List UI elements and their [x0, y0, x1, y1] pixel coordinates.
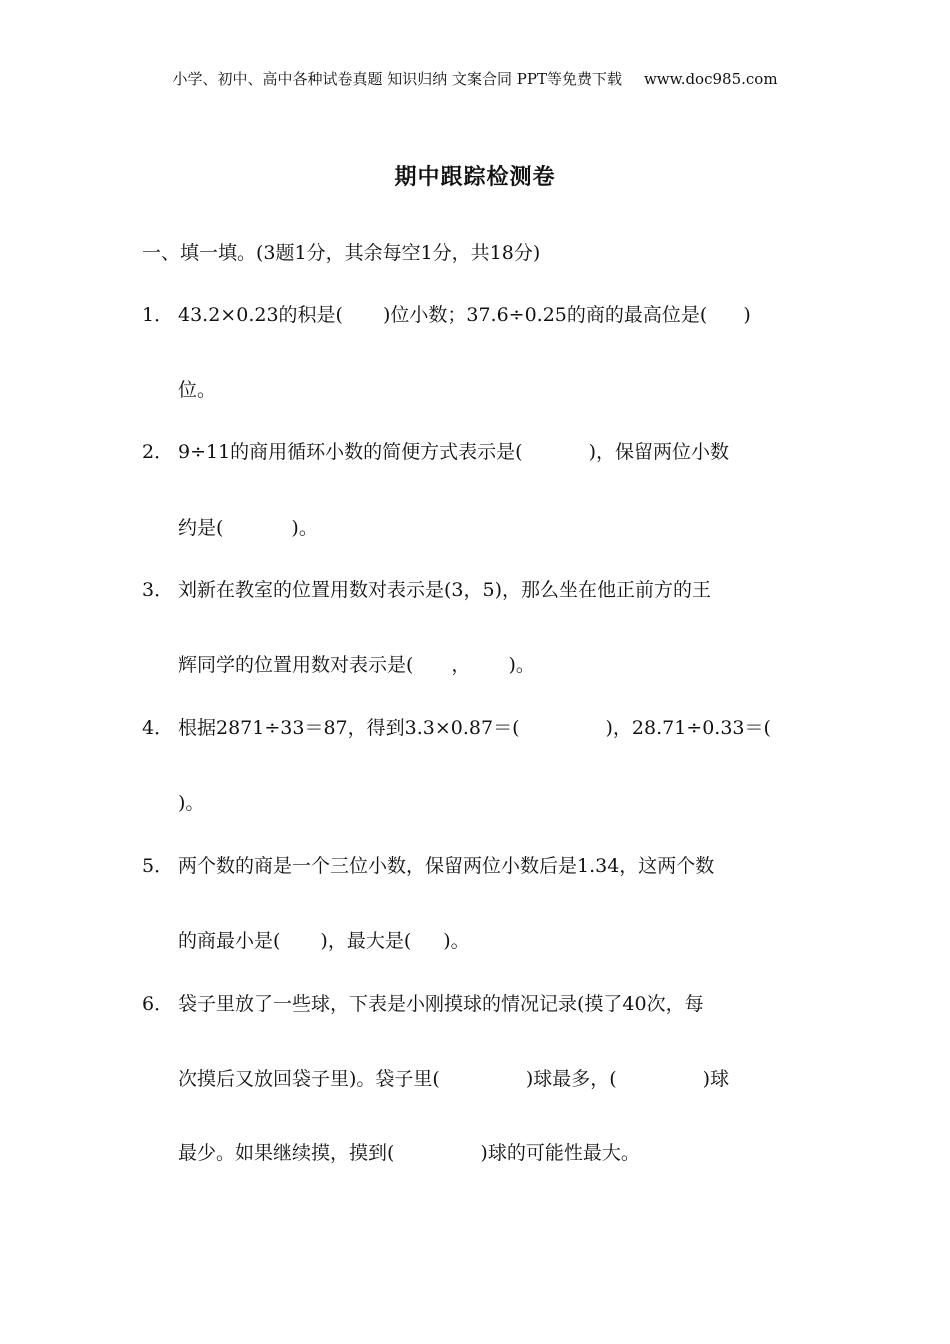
question-text: )位小数；37.6÷0.25的商的最高位是( — [382, 304, 708, 326]
question-text: 两个数的商是一个三位小数，保留两位小数后是1.34，这两个数 — [178, 855, 715, 877]
question-number: 4． — [142, 717, 174, 739]
question-5-line-2 — [178, 928, 470, 954]
question-text: ) — [743, 304, 751, 326]
section-heading: 一、填一填。(3题1分，其余每空1分，共18分) — [142, 242, 541, 264]
question-number: 3． — [142, 579, 174, 601]
header-site: www.doc985.com — [643, 70, 778, 88]
question-2-line-1 — [142, 439, 729, 465]
question-number: 1． — [142, 304, 174, 326]
question-text: 的商最小是( — [178, 930, 281, 952]
question-6-line-1 — [142, 991, 704, 1017]
question-text: 辉同学的位置用数对表示是( — [178, 654, 414, 676]
question-number: 6． — [142, 993, 174, 1015]
question-text: )，最大是( — [320, 930, 412, 952]
question-text: 根据2871÷33＝87，得到3.3×0.87＝( — [178, 717, 520, 739]
question-1-line-2: 位。 — [178, 379, 217, 401]
question-text: )，28.71÷0.33＝( — [605, 717, 771, 739]
question-text: 约是( — [178, 517, 224, 539]
header-text: 小学、初中、高中各种试卷真题 知识归纳 文案合同 PPT等免费下载 — [172, 70, 622, 88]
question-number: 5． — [142, 855, 174, 877]
question-text: )，保留两位小数 — [588, 441, 730, 463]
question-text: 次摸后又放回袋子里)。袋子里( — [178, 1068, 440, 1090]
question-6-line-2 — [178, 1066, 729, 1092]
question-3-line-2 — [178, 652, 535, 678]
question-3-line-1 — [142, 577, 711, 603]
question-4-line-1 — [142, 715, 771, 741]
question-text: )球 — [702, 1068, 730, 1090]
question-2-line-2 — [178, 515, 318, 541]
question-1-line-1 — [142, 302, 751, 328]
question-text: 刘新在教室的位置用数对表示是(3，5)，那么坐在他正前方的王 — [178, 579, 712, 601]
question-text: 43.2×0.23的积是( — [178, 304, 343, 326]
question-4-line-2: )。 — [178, 792, 205, 814]
question-number: 2． — [142, 441, 174, 463]
page-header — [0, 68, 950, 89]
question-text: 9÷11的商用循环小数的简便方式表示是( — [178, 441, 523, 463]
question-text: 袋子里放了一些球，下表是小刚摸球的情况记录(摸了40次，每 — [178, 993, 704, 1015]
question-text: )球最多，( — [525, 1068, 617, 1090]
question-6-line-3 — [178, 1140, 640, 1166]
question-text: )球的可能性最大。 — [480, 1142, 640, 1164]
question-5-line-1 — [142, 853, 714, 879]
question-text: )。 — [508, 654, 535, 676]
page-title: 期中跟踪检测卷 — [394, 165, 556, 190]
question-text: )。 — [443, 930, 470, 952]
question-text: ， — [451, 654, 471, 676]
question-text: 最少。如果继续摸，摸到( — [178, 1142, 395, 1164]
question-text: )。 — [291, 517, 318, 539]
